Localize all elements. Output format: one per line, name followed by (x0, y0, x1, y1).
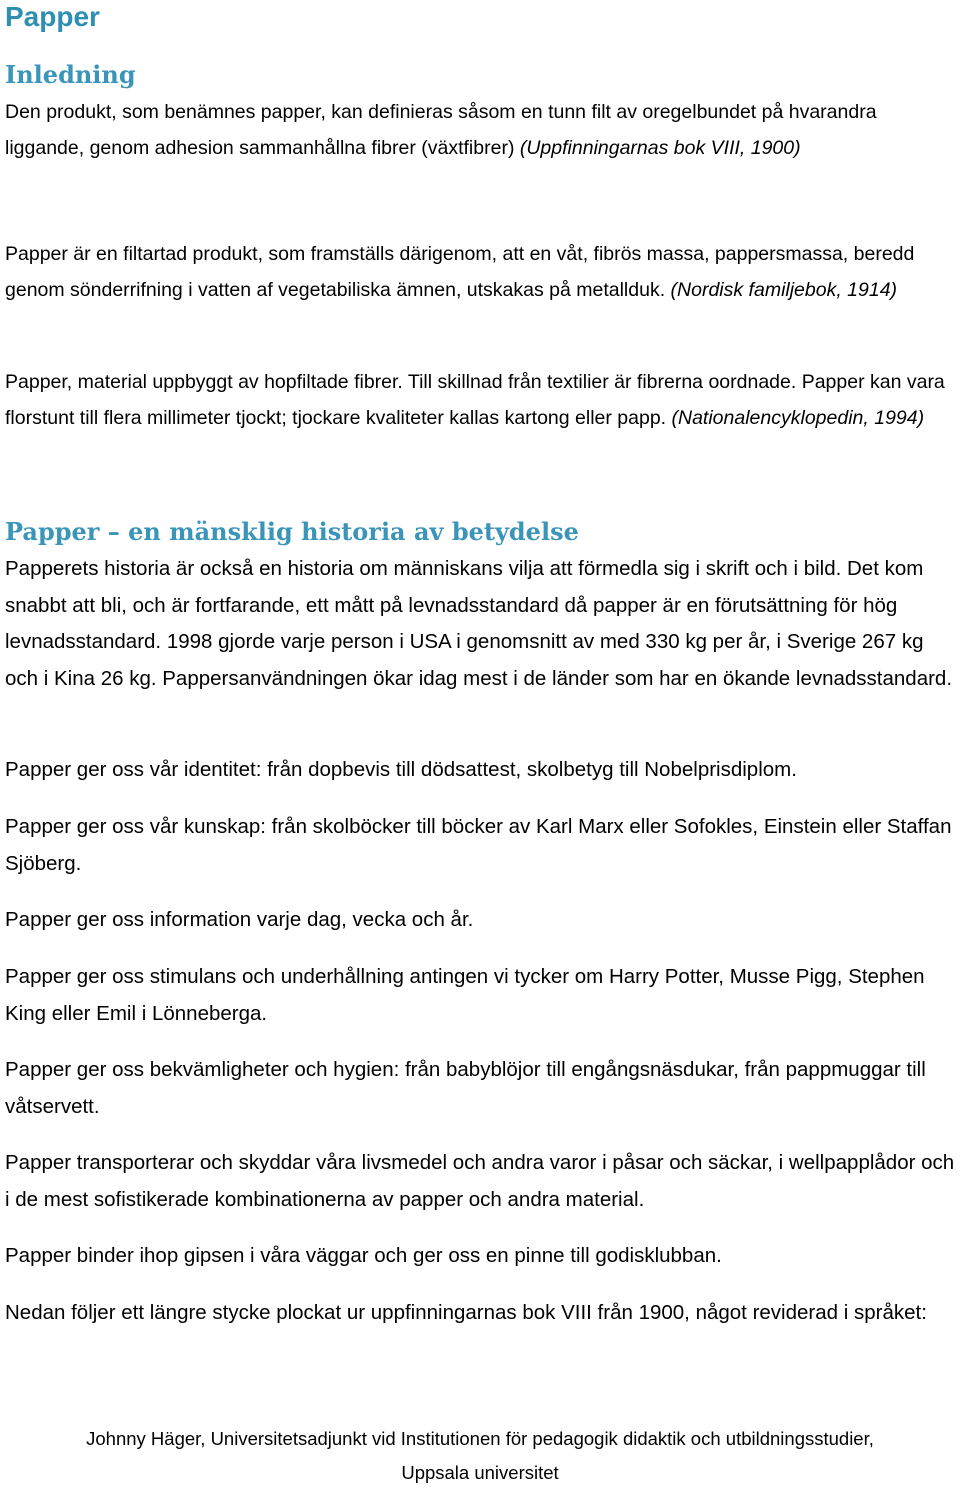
paragraph-construction: Papper binder ihop gipsen i våra väggar och ger oss en pinne till godisklubban. (5, 1244, 722, 1267)
section-heading-inledning: Inledning (5, 60, 136, 89)
footer-affiliation: Uppsala universitet (401, 1462, 559, 1483)
citation: (Nordisk familjebok, 1914) (670, 279, 898, 301)
footer-author: Johnny Häger, Universitetsadjunkt vid Institutionen för pedagogik didaktik och utbildningsstudier, (86, 1428, 874, 1449)
document-title: Papper (5, 1, 100, 32)
page-footer (0, 1422, 960, 1490)
citation: (Nationalencyklopedin, 1994) (671, 407, 925, 429)
paragraph-definition-1914 (5, 236, 960, 308)
paragraph-history: Papperets historia är också en historia om människans vilja att förmedla sig i skrift och i bild. Det kom snabbt att bli, och är fortfarande, ett mått på levnadsstandard då papper är en förutsättning för hög levnadsstandard. 1998 gjorde varje person i USA i genomsnitt av med 330 kg per år, i Sverige 267 kg och i Kina 26 kg. Pappersanvändningen ökar idag mest i de länder som har en ökande levnadsstandard. (5, 557, 953, 690)
paragraph-definition-1900 (5, 94, 960, 166)
paragraph-entertainment: Papper ger oss stimulans och underhållning antingen vi tycker om Harry Potter, Musse Pigg, Stephen King eller Emil i Lönneberga. (5, 965, 925, 1025)
paragraph-text: Papper, material uppbyggt av hopfiltade fibrer. Till skillnad från textilier är fibrerna oordnade. Papper kan vara florstunt till flera millimeter tjockt; tjockare kvaliteter kallas kartong eller papp. (5, 371, 945, 429)
paragraph-text: Papper är en filtartad produkt, som framställs därigenom, att en våt, fibrös massa, pappersmassa, beredd genom sönderrifning i vatten af vegetabiliska ämnen, utskakas på metallduk. (5, 243, 915, 301)
paragraph-knowledge: Papper ger oss vår kunskap: från skolböcker till böcker av Karl Marx eller Sofokles, Einstein eller Staffan Sjöberg. (5, 815, 952, 875)
paragraph-identity: Papper ger oss vår identitet: från dopbevis till dödsattest, skolbetyg till Nobelprisdiplom. (5, 758, 797, 781)
paragraph-definition-1994 (5, 364, 960, 436)
paragraph-intro-excerpt: Nedan följer ett längre stycke plockat ur uppfinningarnas bok VIII från 1900, något reviderad i språket: (5, 1301, 927, 1324)
paragraph-text: Den produkt, som benämnes papper, kan definieras såsom en tunn filt av oregelbundet på hvarandra liggande, genom adhesion sammanhållna fibrer (växtfibrer) (5, 101, 877, 159)
paragraph-hygiene: Papper ger oss bekvämligheter och hygien: från babyblöjor till engångsnäsdukar, från pappmuggar till våtservett. (5, 1058, 926, 1118)
section-heading-historia: Papper – en mänsklig historia av betydelse (5, 517, 579, 546)
paragraph-transport: Papper transporterar och skyddar våra livsmedel och andra varor i påsar och säckar, i wellpapplådor och i de mest sofistikerade kombinationerna av papper och andra material. (5, 1151, 955, 1211)
citation: (Uppfinningarnas bok VIII, 1900) (519, 137, 801, 159)
paragraph-information: Papper ger oss information varje dag, vecka och år. (5, 908, 474, 931)
